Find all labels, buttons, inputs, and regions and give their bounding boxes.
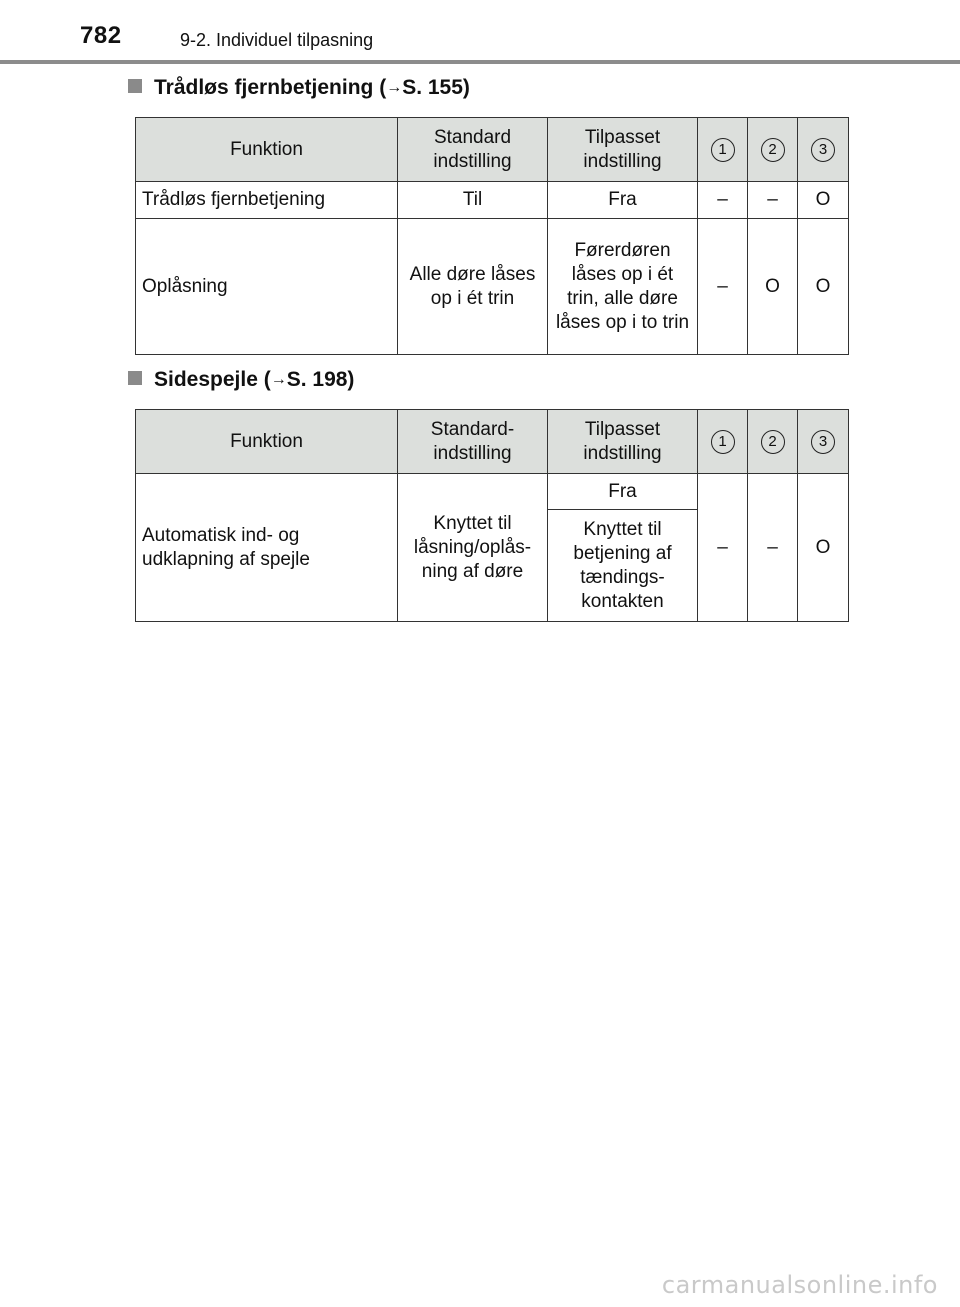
table-header-row <box>136 118 849 182</box>
circled-number-1-icon: 1 <box>711 138 735 162</box>
page-number: 782 <box>80 22 122 49</box>
cell-custom-option: Fra <box>548 474 698 510</box>
column-header-default: Standard indstilling <box>398 118 548 182</box>
table-row <box>136 474 849 510</box>
column-header-default: Standard-indstilling <box>398 410 548 474</box>
cell-function: Trådløs fjernbetjening <box>136 182 398 219</box>
square-bullet-icon <box>128 79 142 93</box>
settings-table-wireless-remote <box>135 117 849 355</box>
cell-default: Knyttet til låsning/oplås-ning af døre <box>398 474 548 622</box>
cell-custom-option: Knyttet til betjening af tændings-kontakten <box>548 510 698 622</box>
circled-number-2-icon: 2 <box>761 430 785 454</box>
column-header-function: Funktion <box>136 118 398 182</box>
table-row <box>136 182 849 219</box>
cell-2: – <box>748 474 798 622</box>
page-reference-link[interactable]: S. 198) <box>286 368 355 391</box>
cell-default: Alle døre låses op i ét trin <box>398 219 548 355</box>
column-header-1 <box>698 118 748 182</box>
column-header-custom: Tilpasset indstilling <box>548 410 698 474</box>
table-row <box>136 219 849 355</box>
page-reference-link[interactable]: S. 155) <box>402 76 470 99</box>
arrow-right-icon: → <box>270 371 287 388</box>
square-bullet-icon <box>128 371 142 385</box>
settings-table-side-mirrors <box>135 409 849 622</box>
cell-2: – <box>748 182 798 219</box>
column-header-3 <box>798 118 849 182</box>
column-header-function: Funktion <box>136 410 398 474</box>
cell-1: – <box>698 182 748 219</box>
column-header-custom: Tilpasset indstilling <box>548 118 698 182</box>
circled-number-2-icon: 2 <box>761 138 785 162</box>
watermark: carmanualsonline.info <box>661 1271 938 1299</box>
cell-custom: Fra <box>548 182 698 219</box>
column-header-3 <box>798 410 849 474</box>
column-header-2 <box>748 118 798 182</box>
heading-text: Trådløs fjernbetjening ( <box>154 76 387 99</box>
heading-text: Sidespejle ( <box>154 368 271 391</box>
cell-1: – <box>698 474 748 622</box>
cell-custom: Førerdøren låses op i ét trin, alle døre låses op i to trin <box>548 219 698 355</box>
chapter-title: 9-2. Individuel tilpasning <box>180 30 374 50</box>
table-header-row <box>136 410 849 474</box>
arrow-right-icon: → <box>386 79 403 96</box>
section-heading-wireless-remote <box>128 76 470 100</box>
cell-2: O <box>748 219 798 355</box>
cell-function: Oplåsning <box>136 219 398 355</box>
circled-number-3-icon: 3 <box>811 430 835 454</box>
column-header-1 <box>698 410 748 474</box>
header-divider <box>0 60 960 64</box>
cell-function: Automatisk ind- og udklapning af spejle <box>136 474 398 622</box>
page-header <box>0 0 960 64</box>
cell-default: Til <box>398 182 548 219</box>
column-header-2 <box>748 410 798 474</box>
circled-number-3-icon: 3 <box>811 138 835 162</box>
circled-number-1-icon: 1 <box>711 430 735 454</box>
cell-3: O <box>798 219 849 355</box>
section-heading-side-mirrors <box>128 368 354 392</box>
cell-3: O <box>798 182 849 219</box>
cell-3: O <box>798 474 849 622</box>
cell-1: – <box>698 219 748 355</box>
